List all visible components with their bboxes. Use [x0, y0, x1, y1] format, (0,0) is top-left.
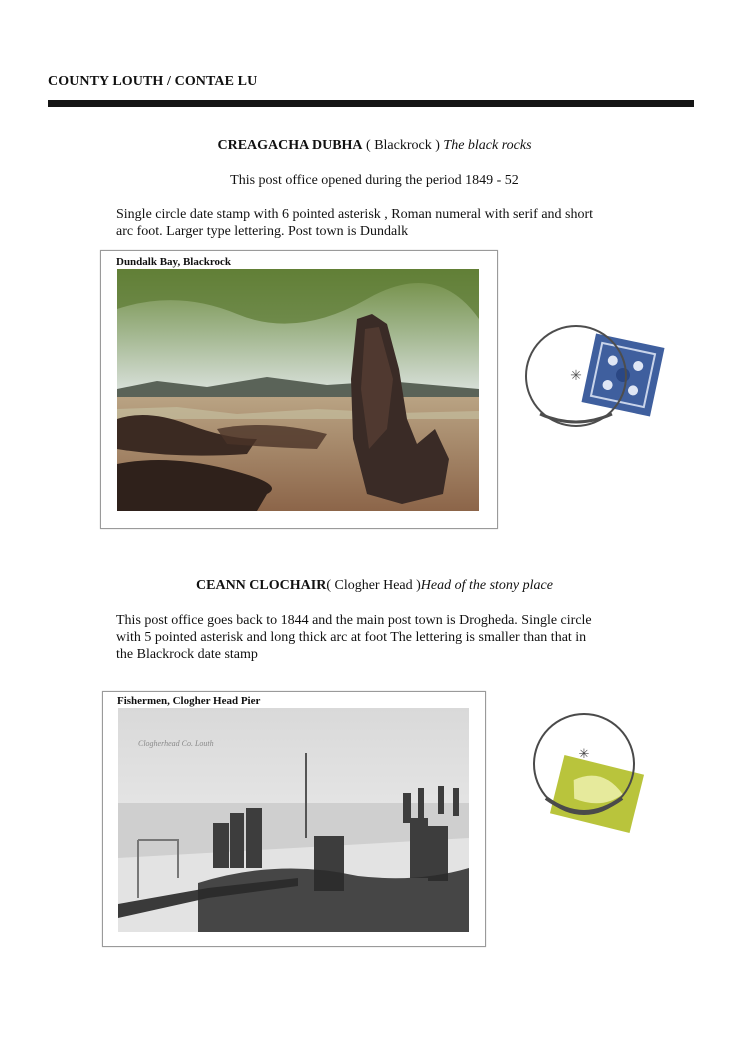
header-divider	[48, 100, 694, 107]
section1-irish-name: CREAGACHA DUBHA	[217, 138, 363, 153]
section1-description-line: arc foot. Larger type lettering. Post town is Dundalk	[116, 224, 409, 239]
section2-meaning: Head of the stony place	[420, 578, 553, 593]
postcard-blackrock-caption: Dundalk Bay, Blackrock	[116, 256, 232, 268]
section1-english-name: ( Blackrock )	[362, 138, 444, 153]
postcard-blackrock	[100, 250, 498, 529]
section2-description	[116, 612, 676, 663]
section2-description-line: the Blackrock date stamp	[116, 647, 258, 662]
page-header-title: COUNTY LOUTH / CONTAE LU	[48, 74, 258, 89]
svg-text:✳: ✳	[570, 369, 582, 384]
section2-english-name: ( Clogher Head )	[326, 578, 421, 593]
svg-text:✳: ✳	[578, 746, 590, 761]
section1-description-line: Single circle date stamp with 6 pointed asterisk , Roman numeral with serif and short	[116, 207, 594, 222]
clogher-head-postmark-stamp	[526, 706, 650, 834]
postcard-clogher-caption: Fishermen, Clogher Head Pier	[117, 695, 261, 707]
section1-title	[0, 138, 749, 154]
section2-description-line: This post office goes back to 1844 and the main post town is Drogheda. Single circle	[116, 613, 592, 628]
clogher-photo-inscription: Clogherhead Co. Louth	[138, 739, 214, 748]
blackrock-photo	[117, 269, 479, 511]
clogher-head-photo	[118, 708, 469, 932]
postcard-clogher-head	[102, 691, 486, 947]
section1-meaning: The black rocks	[443, 138, 532, 153]
section2-description-line: with 5 pointed asterisk and long thick arc at foot The lettering is smaller than that in	[116, 630, 587, 645]
section2-title	[0, 578, 749, 594]
section1-opened-text: This post office opened during the period 1849 - 52	[230, 173, 519, 188]
section1-description	[116, 206, 676, 240]
section2-irish-name: CEANN CLOCHAIR	[196, 578, 327, 593]
blackrock-postmark-stamp	[518, 318, 670, 436]
